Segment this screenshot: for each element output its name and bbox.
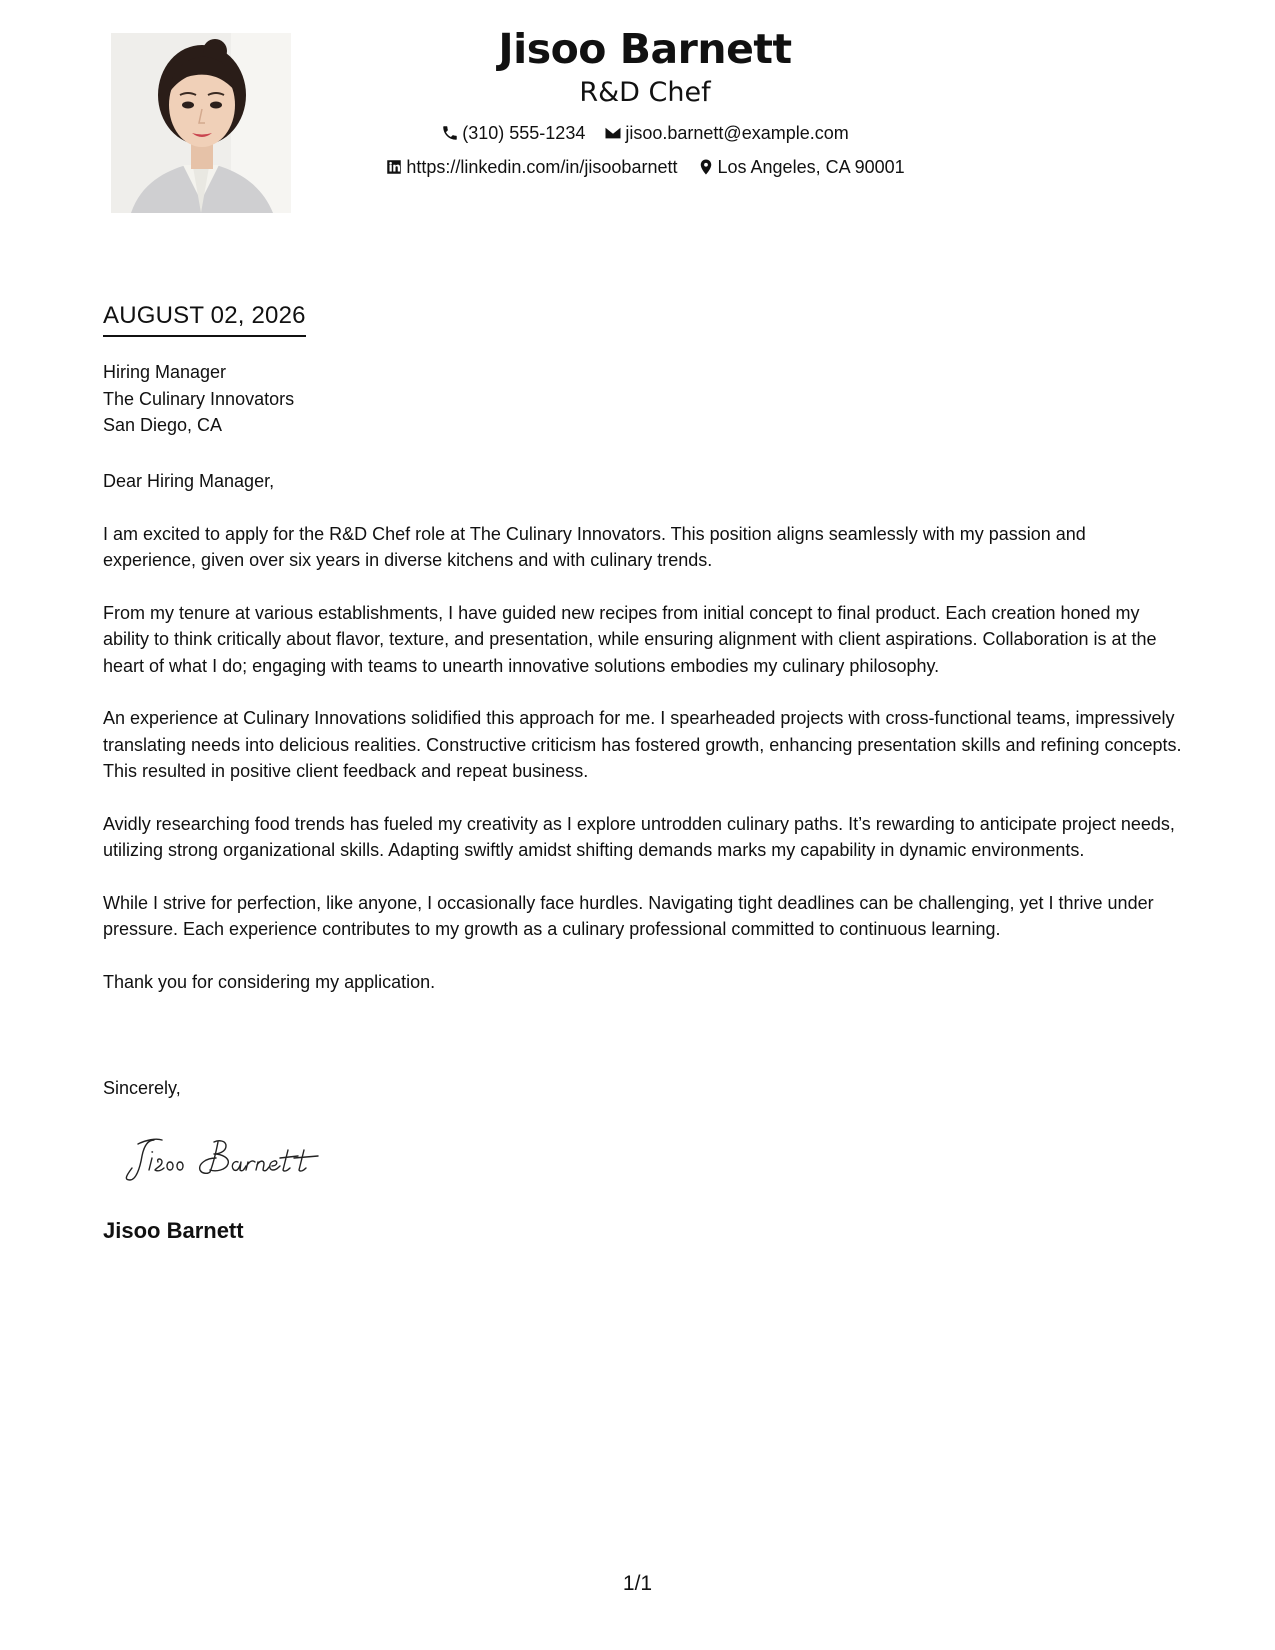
phone-icon [441, 124, 459, 142]
recipient-line: Hiring Manager [103, 362, 227, 382]
letter-paragraph: While I strive for perfection, like anyone, I occasionally face hurdles. Navigating tight deadlines can be challenging, yet I thrive under pressure. Each experience contributes to my growth as a culinary professional committed to continuous learning. [103, 892, 1154, 939]
email-link[interactable]: jisoo.barnett@example.com [625, 123, 849, 143]
letter-paragraph: I am excited to apply for the R&D Chef role at The Culinary Innovators. This position aligns seamlessly with my passion and experience, given over six years in diverse kitchens and with culinary trends. [103, 523, 1086, 570]
recipient-line: San Diego, CA [103, 415, 223, 435]
signer-name: Jisoo Barnett [103, 1218, 244, 1243]
applicant-name: Jisoo Barnett [498, 25, 792, 73]
contact-linkedin[interactable] [385, 155, 677, 179]
letter-body [103, 468, 1183, 1021]
recipient-block [103, 359, 294, 439]
contact-row-secondary [330, 155, 960, 182]
map-pin-icon [697, 158, 715, 176]
recipient-line: The Culinary Innovators [103, 388, 295, 409]
salutation: Dear Hiring Manager, [103, 471, 275, 491]
linkedin-icon [385, 158, 403, 176]
closing: Sincerely, [103, 1078, 181, 1098]
contact-phone [441, 121, 585, 145]
phone-text: (310) 555-1234 [462, 123, 586, 143]
profile-photo [111, 33, 291, 213]
applicant-title: R&D Chef [579, 77, 711, 108]
page-number: 1/1 [622, 1572, 653, 1595]
letter-paragraph: Thank you for considering my application. [103, 971, 436, 992]
location-text: Los Angeles, CA 90001 [717, 157, 905, 177]
contact-email[interactable] [604, 121, 848, 145]
contact-location [697, 155, 905, 179]
letter-date: AUGUST 02, 2026 [103, 300, 306, 337]
signature-image [122, 1128, 352, 1184]
letter-paragraph: Avidly researching food trends has fueled my creativity as I explore untrodden culinary paths. It’s rewarding to anticipate project needs, utilizing strong organizational skills. Adapting swiftly amidst shifting demands marks my capability in dynamic environments. [103, 813, 1175, 860]
contact-row-primary [330, 121, 960, 148]
resume-header [330, 22, 960, 182]
letter-paragraph: An experience at Culinary Innovations solidified this approach for me. I spearheaded projects with cross-functional teams, impressively translating needs into delicious realities. Constructive criticism has fostered growth, enhancing presentation skills and refining concepts. This resulted in positive client feedback and repeat business. [103, 708, 1182, 781]
envelope-icon [604, 124, 622, 142]
linkedin-link[interactable]: https://linkedin.com/in/jisoobarnett [406, 157, 678, 177]
letter-paragraph: From my tenure at various establishments, I have guided new recipes from initial concept to final product. Each creation honed my ability to think critically about flavor, texture, and presentation, while ensuring alignment with client aspirations. Collaboration is at the heart of what I do; engaging with teams to unearth innovative solutions embodies my culinary philosophy. [103, 602, 1157, 676]
